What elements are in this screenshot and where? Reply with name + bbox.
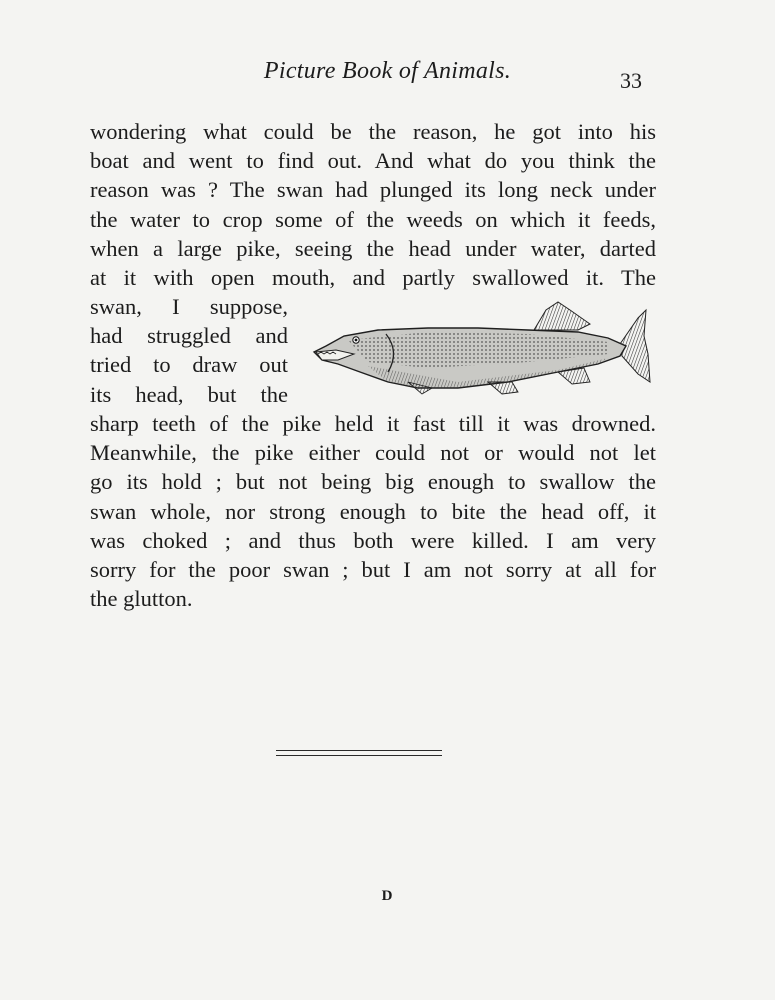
- text-line: had struggled and: [90, 323, 288, 349]
- text-line: reason was ? The swan had plunged its long neck under: [90, 177, 656, 203]
- text-line: was choked ; and thus both were killed. I am very: [90, 527, 656, 553]
- text-line: wondering what could be the reason, he got into his: [90, 119, 656, 144]
- text-line: sorry for the poor swan ; but I am not sorry at all for: [90, 556, 656, 582]
- text-line: Meanwhile, the pike either could not or would not let: [90, 440, 656, 466]
- text-line: the water to crop some of the weeds on which it feeds,: [90, 206, 656, 232]
- text-line: the glutton.: [90, 586, 193, 612]
- text-line: swan, I suppose,: [90, 294, 288, 319]
- pike-fish-engraving-icon: [308, 296, 658, 396]
- text-line: when a large pike, seeing the head under water, darted: [90, 235, 656, 261]
- running-title: Picture Book of Animals.: [263, 58, 512, 84]
- text-line: tried to draw out: [90, 352, 288, 378]
- paragraph-wrapped-beside-figure: [90, 292, 288, 409]
- page-number: 33: [620, 68, 642, 93]
- section-divider: [276, 755, 442, 756]
- paragraph-lower: [90, 409, 656, 613]
- paragraph-upper: [90, 117, 656, 292]
- text-line: swan whole, nor strong enough to bite the head off, it: [90, 498, 656, 524]
- text-line: boat and went to find out. And what do you think the: [90, 148, 656, 174]
- section-divider: [276, 750, 442, 751]
- signature-mark: D: [381, 888, 394, 904]
- text-line: its head, but the: [90, 381, 288, 407]
- text-line: go its hold ; but not being big enough to swallow the: [90, 469, 656, 495]
- text-line: sharp teeth of the pike held it fast till it was drowned.: [90, 411, 656, 436]
- text-line: at it with open mouth, and partly swallowed it. The: [90, 264, 656, 290]
